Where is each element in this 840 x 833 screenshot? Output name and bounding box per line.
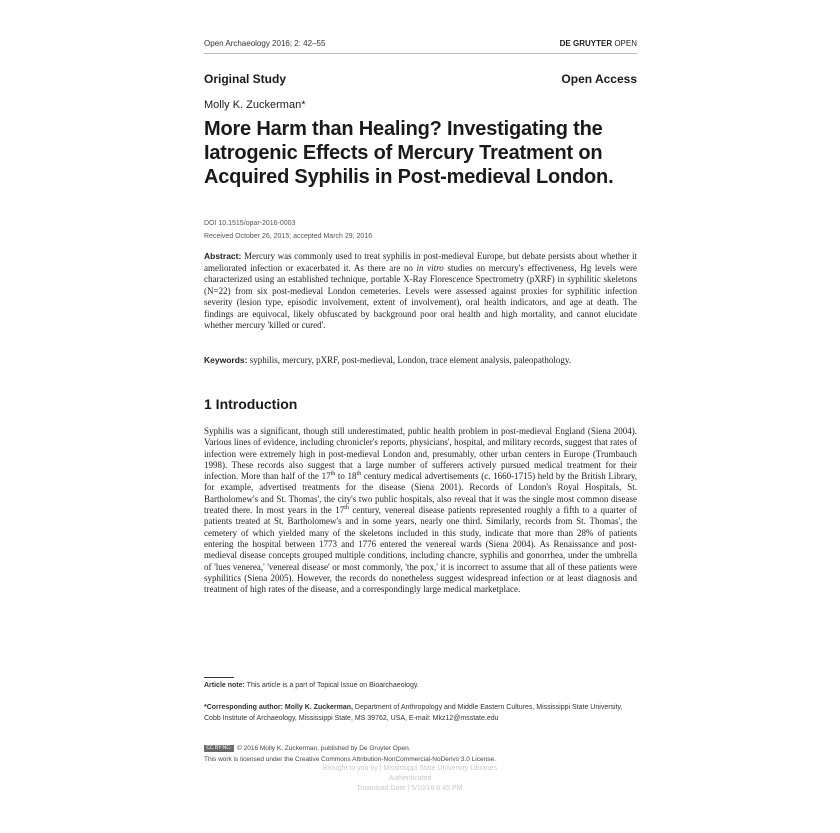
intro-paragraph xyxy=(204,426,637,595)
keywords xyxy=(204,355,637,367)
cc-license-badge: CC BY-NC-ND xyxy=(204,745,234,752)
copyright-line: © 2016 Molly K. Zuckerman, published by De Gruyter Open. xyxy=(237,745,411,752)
footnote-divider xyxy=(204,677,234,678)
section-heading: 1 Introduction xyxy=(204,396,298,412)
watermark-line-2: Authenticated xyxy=(388,775,432,782)
corresponding-author-note xyxy=(204,702,637,724)
header-divider xyxy=(204,53,637,54)
intro-sup-3: th xyxy=(344,505,349,512)
download-watermark xyxy=(260,764,560,794)
publisher-name: DE GRUYTER xyxy=(559,39,613,48)
intro-sup-2: th xyxy=(356,471,362,478)
intro-text-1: Syphilis was a significant, though still underestimated, public health problem in post-medieval England (Siena 2004). Various lines of evidence, including chronicler's reports, physicians', hospital, and military records, suggest that rates of infection were extremely high in post-medieval London and, presumably, other urban centers in Europe (Trumbauch 1998). These records also suggest that a large number of sufferers actively pursued medical treatment for their infection. More than half of the 17 xyxy=(204,426,637,482)
corresponding-author-text: Department of Anthropology and Middle Eastern Cultures, Mississippi State University, Cobb Institute of Archaeology, Mississippi State, MS 39762, USA, E-mail: Mkz12@msstate.edu xyxy=(204,704,623,722)
keywords-label: Keywords: xyxy=(204,355,248,365)
author-name: Molly K. Zuckerman* xyxy=(204,99,306,111)
intro-sup-1: th xyxy=(330,471,336,478)
doi: DOI 10.1515/opar-2016-0003 xyxy=(204,220,296,227)
abstract-italic: in vitro xyxy=(416,262,444,273)
intro-text-2: to 18 xyxy=(335,471,357,482)
access-label: Open Access xyxy=(561,72,637,86)
article-note-text: This article is a part of Topical Issue on Bioarchaeology. xyxy=(244,682,419,689)
abstract-text-b: studies on mercury's effectiveness, Hg levels were characterized using an established technique, portable X-Ray Florescence Spectrometry (pXRF) in syphilitic skeletons (N=22) from six post-medieval London cemeteries. Levels were assessed against proxies for syphilitic infection severity (lesion type, episodic involvement, extent of involvement), oral health indicators, and age at death. The findings are equivocal, likely obfuscated by background poor oral health and high mortality, and cannot elucidate whether mercury 'killed or cured'. xyxy=(204,262,637,330)
article-note-label: Article note: xyxy=(204,682,245,689)
watermark-line-3: Download Date | 5/10/16 6:45 PM xyxy=(357,785,463,792)
article-title: More Harm than Healing? Investigating the Iatrogenic Effects of Mercury Treatment on Acquired Syphilis in Post-medieval London. xyxy=(204,118,614,188)
abstract-label: Abstract: xyxy=(204,251,242,261)
publisher-logo xyxy=(560,39,637,48)
abstract-text-a: Mercury was commonly used to treat syphilis in post-medieval Europe, but debate persists about whether it ameliorated infection or exacerbated it. As there are no xyxy=(204,251,637,273)
keywords-text: syphilis, mercury, pXRF, post-medieval, London, trace element analysis, paleopathology. xyxy=(247,355,572,365)
publisher-suffix: OPEN xyxy=(614,39,637,48)
license-line: This work is licensed under the Creative Commons Attribution-NonCommercial-NoDerivs 3.0 License. xyxy=(204,756,496,763)
intro-text-3: century medical advertisements (c. 1660-1715) held by the British Library, for example, advertised treatments for the disease (Siena 2001). Records of London's Royal Hospitals, St. Bartholomew's and St. Thomas', the city's two public hospitals, also reveal that it was the single most common disease treated there. In most years in the 17 xyxy=(204,471,637,516)
corresponding-author-label: *Corresponding author: Molly K. Zuckerman, xyxy=(204,704,353,711)
watermark-line-1: Brought to you by | Mississippi State University Libraries xyxy=(322,765,498,772)
abstract xyxy=(204,251,637,332)
intro-text-4: century, venereal disease patients represented roughly a fifth to a quarter of patients treated at St. Bartholomew's and in some years, nearly one third. Similarly, records from St. Thomas', the cemetery of which yielded many of the skeletons included in this study, indicate that more than 28% of patients entering the hospital between 1773 and 1776 entered the venereal wards (Siena 2004). As Renaissance and post-medieval disease concepts grouped multiple conditions, including chancre, syphilis and gonorrhea, under the umbrella of 'lues venerea,' 'venereal disease' or most commonly, 'the pox,' it is incorrect to assume that all of these patients were syphilitics (Siena 2005). However, the records do nonetheless suggest widespread infection or at least diagnosis and treatment of high rates of the disease, and a correspondingly large medical marketplace. xyxy=(204,505,637,595)
received-dates: Received October 26, 2015; accepted March 29, 2016 xyxy=(204,233,373,240)
article-type: Original Study xyxy=(204,72,287,86)
article-note xyxy=(204,682,637,689)
license-block xyxy=(204,743,637,765)
journal-citation: Open Archaeology 2016; 2: 42–55 xyxy=(204,39,326,48)
